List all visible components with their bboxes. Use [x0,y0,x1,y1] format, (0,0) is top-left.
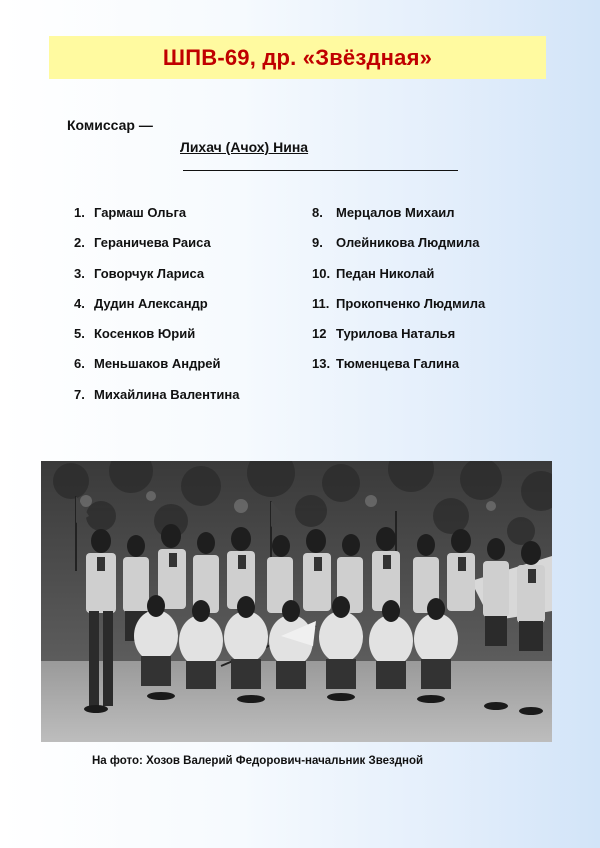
photo-caption: На фото: Хозов Валерий Федорович-начальник Звездной [92,755,424,767]
commissar-name: Лихач (Ачох) Нина [180,139,309,155]
list-item [312,266,485,296]
item-number: 4. [74,295,85,311]
list-item [312,205,485,235]
list-item [74,356,239,386]
underline-rule [183,170,458,171]
item-number: 12 [312,326,327,342]
list-item [74,266,239,296]
group-photo [41,461,552,742]
list-item [312,356,485,386]
item-number: 5. [74,326,85,342]
list-item [74,387,239,417]
item-number: 2. [74,235,85,251]
title-banner [49,36,546,79]
member-name: Прокопченко Людмила [336,295,486,311]
member-name: Педан Николай [336,265,435,281]
member-name: Меньшаков Андрей [94,356,221,372]
member-name: Мерцалов Михаил [336,205,455,220]
item-number: 3. [74,265,85,281]
item-number: 7. [74,386,85,402]
member-name: Говорчук Лариса [94,265,205,281]
list-item [312,326,485,356]
item-number: 1. [74,205,85,220]
member-name: Гармаш Ольга [94,205,187,220]
item-number: 9. [312,235,323,251]
member-name: Тюменцева Галина [336,356,460,372]
member-name: Гераничева Раиса [94,235,211,251]
member-name: Турилова Наталья [336,326,456,342]
member-list-left [74,205,239,417]
list-item [312,296,485,326]
list-item [74,235,239,265]
item-number: 11. [312,295,330,311]
list-item [312,235,485,265]
item-number: 10. [312,265,331,281]
member-list-right [312,205,485,387]
page-title: ШПВ-69, др. «Звёздная» [162,44,433,70]
member-name: Косенков Юрий [94,326,196,342]
group-photo-illustration [41,461,552,742]
item-number: 13. [312,356,331,372]
commissar-label: Комиссар — [67,117,153,133]
list-item [74,296,239,326]
list-item [74,326,239,356]
member-name: Олейникова Людмила [336,235,480,251]
member-name: Михайлина Валентина [94,386,240,402]
member-name: Дудин Александр [94,295,208,311]
item-number: 6. [74,356,85,372]
list-item [74,205,239,235]
item-number: 8. [312,205,323,220]
